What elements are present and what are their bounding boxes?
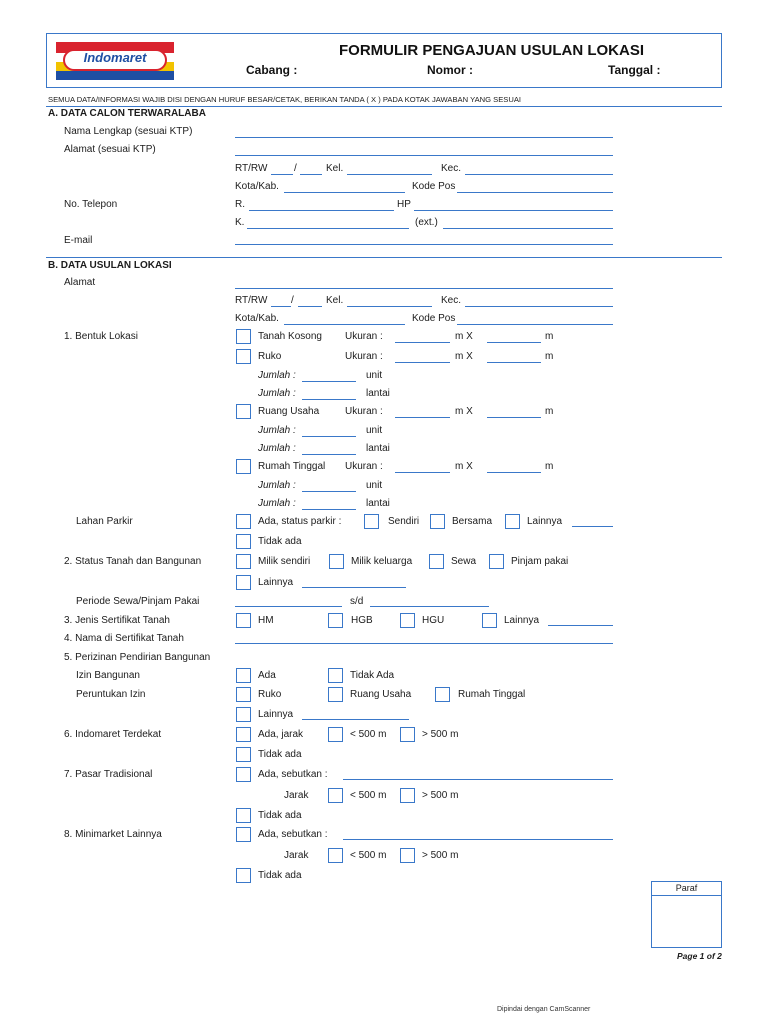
ukuran-panjang-field[interactable] [395,472,450,473]
izin-ada-label: Ada [258,670,276,681]
ukuran-lebar-field[interactable] [487,342,541,343]
kota-b-label: Kota/Kab. [235,313,279,324]
ext-label: (ext.) [415,217,438,228]
ruang-usaha-label: Ruang Usaha [258,406,320,417]
hp-field[interactable] [414,210,613,211]
pasar-tidak-ada-label: Tidak ada [258,810,302,821]
minimarket-gt500-label: > 500 m [422,850,459,861]
parkir-tidak-ada-checkbox[interactable] [236,534,251,549]
pinjam-pakai-checkbox[interactable] [489,554,504,569]
ukuran-panjang-field[interactable] [395,342,450,343]
minimarket-sebutkan-field[interactable] [343,839,613,840]
pasar-lt500-label: < 500 m [350,790,387,801]
jumlah-unit-field[interactable] [302,436,356,437]
indomaret-lt500-label: < 500 m [350,729,387,740]
rw-b-field[interactable] [298,306,322,307]
indomaret-gt500-label: > 500 m [422,729,459,740]
sd-label: s/d [350,596,364,607]
jumlah-unit-field[interactable] [302,381,356,382]
jenis-sertifikat-label: 3. Jenis Sertifikat Tanah [64,615,170,626]
mx-label: m X [455,406,473,417]
nama-label: Nama Lengkap (sesuai KTP) [64,126,193,137]
lahan-parkir-label: Lahan Parkir [76,516,133,527]
jumlah-label: Jumlah : [258,388,296,399]
email-field[interactable] [235,244,613,245]
peruntukan-rumah-tinggal-label: Rumah Tinggal [458,689,526,700]
k-label: K. [235,217,245,228]
minimarket-gt500-checkbox[interactable] [400,848,415,863]
pasar-ada-label: Ada, sebutkan : [258,769,328,780]
hp-label: HP [397,199,411,210]
peruntukan-label: Peruntukan Izin [76,689,146,700]
section-a-title: A. DATA CALON TERWARALABA [48,108,206,119]
pasar-label: 7. Pasar Tradisional [64,769,153,780]
ruko-checkbox[interactable] [236,349,251,364]
izin-tidak-ada-label: Tidak Ada [350,670,395,681]
lantai-label: lantai [366,498,390,509]
jumlah-label: Jumlah : [258,425,296,436]
minimarket-label: 8. Minimarket Lainnya [64,829,162,840]
instruction-text: SEMUA DATA/INFORMASI WAJIB DISI DENGAN HURUF BESAR/CETAK, BERIKAN TANDA ( X ) PADA KOTAK JAWABAN YANG SESUAI [48,95,521,104]
form-title: FORMULIR PENGAJUAN USULAN LOKASI [339,42,645,59]
kec-b-label: Kec. [441,295,462,306]
alamat-a-field[interactable] [235,155,613,156]
kel-b-label: Kel. [326,295,344,306]
kel-b-field[interactable] [347,306,432,307]
peruntukan-ruang-usaha-checkbox[interactable] [328,687,343,702]
m-label: m [545,351,554,362]
minimarket-lt500-label: < 500 m [350,850,387,861]
minimarket-jarak-label: Jarak [284,850,309,861]
milik-sendiri-checkbox[interactable] [236,554,251,569]
mx-label: m X [455,331,473,342]
pinjam-pakai-label: Pinjam pakai [511,556,569,567]
kodepos-b-field[interactable] [457,324,613,325]
hgu-label: HGU [422,615,445,626]
m-label: m [545,461,554,472]
periode-end-field[interactable] [370,606,489,607]
kec-b-field[interactable] [465,306,613,307]
section-divider [46,257,722,258]
sertifikat-lainnya-label: Lainnya [504,615,540,626]
izin-tidak-ada-checkbox[interactable] [328,668,343,683]
status-lainnya-label: Lainnya [258,577,294,588]
telepon-r-field[interactable] [249,210,394,211]
sertifikat-lainnya-field[interactable] [548,625,613,626]
minimarket-tidak-ada-label: Tidak ada [258,870,302,881]
paraf-box[interactable] [651,881,722,948]
indomaret-ada-label: Ada, jarak [258,729,304,740]
nomor-label: Nomor : [427,63,473,77]
hgb-label: HGB [351,615,373,626]
parkir-bersama-checkbox[interactable] [430,514,445,529]
izin-ada-checkbox[interactable] [236,668,251,683]
minimarket-ada-label: Ada, sebutkan : [258,829,328,840]
milik-sendiri-label: Milik sendiri [258,556,311,567]
ukuran-panjang-field[interactable] [395,362,450,363]
minimarket-lt500-checkbox[interactable] [328,848,343,863]
status-lainnya-field[interactable] [302,587,406,588]
ruko-label: Ruko [258,351,282,362]
rtrw-a-label: RT/RW [235,163,268,174]
nama-sertifikat-field[interactable] [235,643,613,644]
rumah-tinggal-checkbox[interactable] [236,459,251,474]
nama-sertifikat-label: 4. Nama di Sertifikat Tanah [64,633,184,644]
jumlah-label: Jumlah : [258,498,296,509]
kel-a-label: Kel. [326,163,344,174]
parkir-lainnya-checkbox[interactable] [505,514,520,529]
scanner-footer: Dipindai dengan CamScanner [497,1006,591,1013]
minimarket-ada-checkbox[interactable] [236,827,251,842]
jumlah-label: Jumlah : [258,480,296,491]
milik-keluarga-label: Milik keluarga [351,556,413,567]
kodepos-a-field[interactable] [457,192,613,193]
status-lainnya-checkbox[interactable] [236,575,251,590]
indomaret-ada-checkbox[interactable] [236,727,251,742]
lantai-label: lantai [366,443,390,454]
kota-a-field[interactable] [284,192,405,193]
peruntukan-ruko-label: Ruko [258,689,282,700]
alamat-b-field[interactable] [235,288,613,289]
ext-field[interactable] [443,228,613,229]
pasar-jarak-label: Jarak [284,790,309,801]
lantai-label: lantai [366,388,390,399]
jumlah-unit-field[interactable] [302,491,356,492]
mx-label: m X [455,461,473,472]
alamat-b-label: Alamat [64,277,96,288]
ruang-usaha-checkbox[interactable] [236,404,251,419]
nama-field[interactable] [235,137,613,138]
r-label: R. [235,199,245,210]
perizinan-label: 5. Perizinan Pendirian Bangunan [64,652,211,663]
peruntukan-rumah-tinggal-checkbox[interactable] [435,687,450,702]
kota-a-label: Kota/Kab. [235,181,279,192]
ukuran-label: Ukuran : [345,351,383,362]
kota-b-field[interactable] [284,324,405,325]
ukuran-lebar-field[interactable] [487,472,541,473]
hm-label: HM [258,615,274,626]
milik-keluarga-checkbox[interactable] [329,554,344,569]
email-label: E-mail [64,235,93,246]
rw-a-field[interactable] [300,174,322,175]
tanggal-label: Tanggal : [608,63,661,77]
pasar-tidak-ada-checkbox[interactable] [236,808,251,823]
telepon-k-field[interactable] [247,228,409,229]
jumlah-label: Jumlah : [258,370,296,381]
pasar-gt500-checkbox[interactable] [400,788,415,803]
section-b-title: B. DATA USULAN LOKASI [48,260,172,271]
sertifikat-lainnya-checkbox[interactable] [482,613,497,628]
rtrw-b-label: RT/RW [235,295,268,306]
kec-a-field[interactable] [465,174,613,175]
unit-label: unit [366,370,383,381]
parkir-lainnya-label: Lainnya [527,516,563,527]
pasar-lt500-checkbox[interactable] [328,788,343,803]
m-label: m [545,331,554,342]
parkir-ada-label: Ada, status parkir : [258,516,342,527]
parkir-sendiri-label: Sendiri [388,516,420,527]
peruntukan-ruko-checkbox[interactable] [236,687,251,702]
parkir-tidak-ada-label: Tidak ada [258,536,302,547]
bentuk-lokasi-label: 1. Bentuk Lokasi [64,331,138,342]
ukuran-label: Ukuran : [345,331,383,342]
minimarket-tidak-ada-checkbox[interactable] [236,868,251,883]
ukuran-label: Ukuran : [345,461,383,472]
rt-b-field[interactable] [271,306,291,307]
pasar-ada-checkbox[interactable] [236,767,251,782]
kodepos-a-label: Kode Pos [412,181,456,192]
periode-start-field[interactable] [235,606,342,607]
tanah-kosong-checkbox[interactable] [236,329,251,344]
jumlah-label: Jumlah : [258,443,296,454]
tanah-kosong-label: Tanah Kosong [258,331,322,342]
jumlah-lantai-field[interactable] [302,454,356,455]
sewa-label: Sewa [451,556,477,567]
indomaret-tidak-ada-label: Tidak ada [258,749,302,760]
ukuran-lebar-field[interactable] [487,362,541,363]
sewa-checkbox[interactable] [429,554,444,569]
pasar-gt500-label: > 500 m [422,790,459,801]
hgb-checkbox[interactable] [328,613,343,628]
hm-checkbox[interactable] [236,613,251,628]
periode-label: Periode Sewa/Pinjam Pakai [76,596,200,607]
hgu-checkbox[interactable] [400,613,415,628]
rumah-tinggal-label: Rumah Tinggal [258,461,326,472]
kec-a-label: Kec. [441,163,462,174]
m-label: m [545,406,554,417]
page-number: Page 1 of 2 [677,951,722,961]
indomaret-gt500-checkbox[interactable] [400,727,415,742]
rt-a-field[interactable] [271,174,293,175]
peruntukan-lainnya-label: Lainnya [258,709,294,720]
peruntukan-lainnya-field[interactable] [302,719,409,720]
logo-text: Indomaret [83,50,147,65]
peruntukan-lainnya-checkbox[interactable] [236,707,251,722]
indomaret-lt500-checkbox[interactable] [328,727,343,742]
jumlah-lantai-field[interactable] [302,399,356,400]
peruntukan-ruang-usaha-label: Ruang Usaha [350,689,412,700]
rtrw-b-slash: / [291,295,294,306]
parkir-ada-checkbox[interactable] [236,514,251,529]
paraf-label: Paraf [652,882,721,896]
pasar-sebutkan-field[interactable] [343,779,613,780]
unit-label: unit [366,425,383,436]
rtrw-a-slash: / [294,163,297,174]
unit-label: unit [366,480,383,491]
status-tanah-label: 2. Status Tanah dan Bangunan [64,556,202,567]
jumlah-lantai-field[interactable] [302,509,356,510]
parkir-lainnya-field[interactable] [572,526,613,527]
mx-label: m X [455,351,473,362]
izin-bangunan-label: Izin Bangunan [76,670,140,681]
indomaret-tidak-ada-checkbox[interactable] [236,747,251,762]
ukuran-panjang-field[interactable] [395,417,450,418]
kodepos-b-label: Kode Pos [412,313,456,324]
ukuran-label: Ukuran : [345,406,383,417]
telepon-label: No. Telepon [64,199,118,210]
kel-a-field[interactable] [347,174,432,175]
parkir-bersama-label: Bersama [452,516,493,527]
section-divider [46,106,722,107]
ukuran-lebar-field[interactable] [487,417,541,418]
indomaret-terdekat-label: 6. Indomaret Terdekat [64,729,162,740]
alamat-a-label: Alamat (sesuai KTP) [64,144,156,155]
cabang-label: Cabang : [246,63,298,77]
parkir-sendiri-checkbox[interactable] [364,514,379,529]
